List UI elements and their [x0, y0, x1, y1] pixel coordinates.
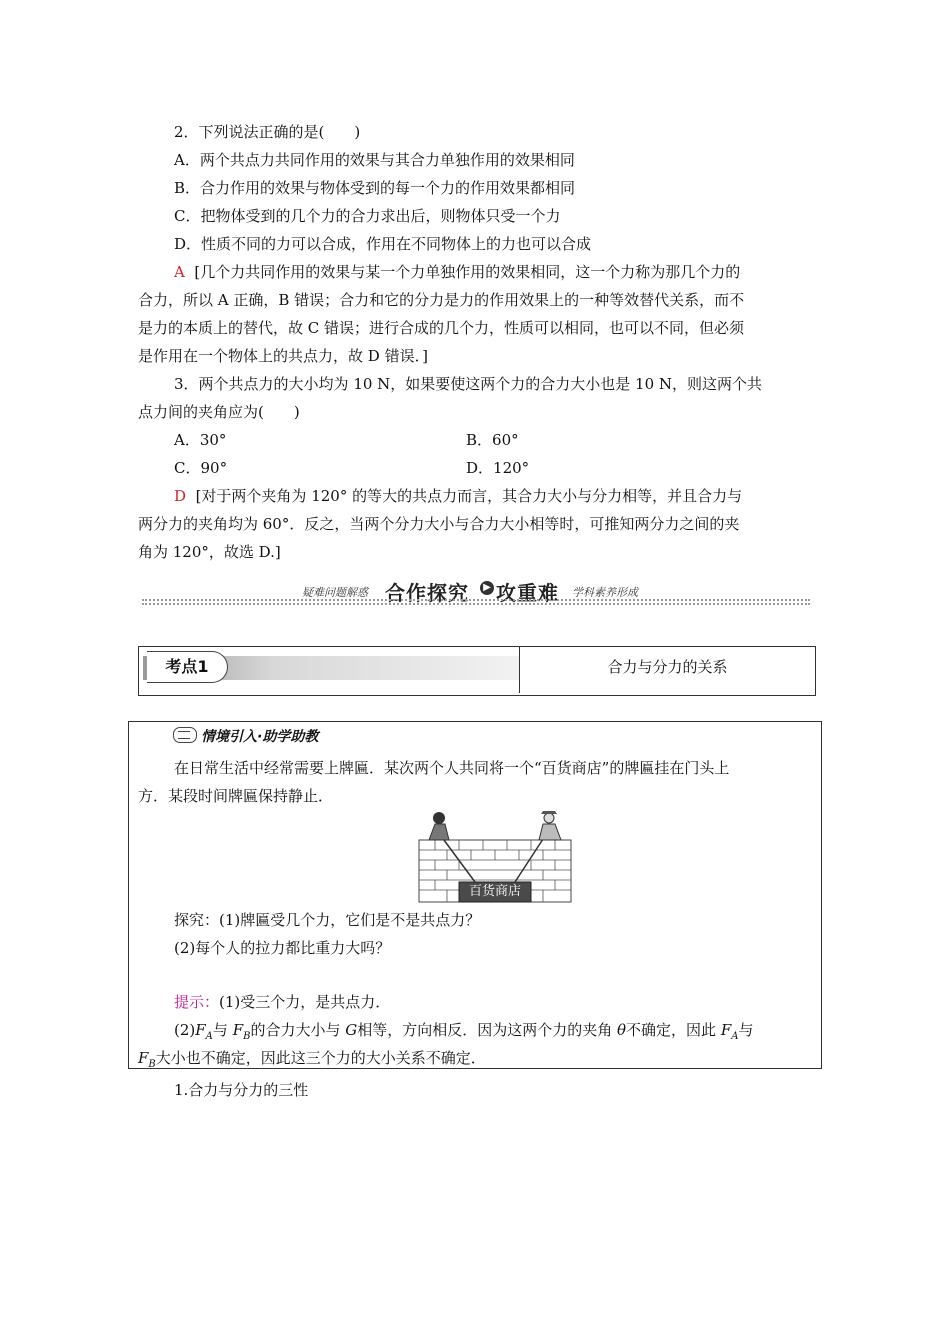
explore-line-2: (2)每个人的拉力都比重力大吗？: [174, 939, 391, 957]
q2-option-c: C．把物体受到的几个力的合力求出后，则物体只受一个力: [174, 207, 561, 225]
explore-line-1: 探究：(1)牌匾受几个力，它们是不是共点力？: [174, 911, 481, 929]
banner-rule-2: [142, 603, 810, 605]
hint-line-2: [174, 1020, 754, 1047]
scene-box: [128, 721, 822, 1069]
q3-option-d: D．120°: [466, 459, 530, 477]
q3-explanation-line-1: [174, 486, 742, 506]
kaodian-box: [138, 646, 816, 696]
q2-option-a: A．两个共点力共同作用的效果与其合力单独作用的效果相同: [174, 151, 575, 169]
force-fa-subscript: A: [731, 1031, 739, 1042]
q2-explanation-line-3: 是力的本质上的替代，故 C 错误；进行合成的几个力，性质可以相同，也可以不同，但必须: [138, 319, 745, 337]
q2-option-d: D．性质不同的力可以合成，作用在不同物体上的力也可以合成: [174, 235, 592, 253]
q3-answer-letter: D: [174, 487, 187, 505]
q3-explanation-text: [对于两个夹角为 120° 的等大的共点力而言，其合力大小与分力相等，并且合力与: [195, 487, 743, 505]
scene-intro-line-1: 在日常生活中经常需要上牌匾．某次两个人共同将一个“百货商店”的牌匾挂在门头上: [174, 759, 730, 777]
hint-1-text: (1)受三个力，是共点力．: [219, 993, 391, 1011]
signboard-text: 百货商店: [468, 884, 521, 899]
q3-option-a: A．30°: [174, 431, 227, 449]
q3-explanation-line-2: 两分力的夹角均为 60°．反之，当两个分力大小与合力大小相等时，可推知两分力之间的夹: [138, 515, 740, 533]
hint-line-3: [138, 1048, 486, 1075]
force-fb-symbol: F: [232, 1021, 244, 1039]
scene-intro-line-2: 方．某段时间牌匾保持静止．: [138, 787, 334, 805]
q2-stem: 2．下列说法正确的是( ): [174, 123, 361, 141]
q3-option-c: C．90°: [174, 459, 228, 477]
kaodian-badge: 考点1: [147, 651, 228, 683]
q3-stem-line-1: 3．两个共点力的大小均为 10 N，如果要使这两个力的合力大小也是 10 N，则这两个共: [174, 375, 763, 393]
q2-explanation-line-1: [174, 262, 740, 282]
hint-2-part: 不确定，因此: [626, 1021, 721, 1039]
hint-3-text: 大小也不确定，因此这三个力的大小关系不确定．: [155, 1049, 486, 1067]
hint-label: 提示：: [174, 993, 220, 1011]
scene-heading-text: 情境引入·助学助教: [201, 729, 319, 745]
hint-2-part: 与: [738, 1021, 754, 1039]
section-banner: [142, 578, 810, 605]
hint-2-part: 的合力大小与: [250, 1021, 346, 1039]
signboard-illustration: [415, 810, 575, 904]
hint-2-part: 与: [212, 1021, 233, 1039]
banner-left-text: 疑难问题解惑: [302, 586, 368, 599]
q2-explanation-line-4: 是作用在一个物体上的共点力，故 D 错误．]: [138, 347, 428, 365]
force-fa-symbol: F: [720, 1021, 732, 1039]
banner-main-b: 攻重难: [496, 581, 559, 605]
angle-theta-symbol: θ: [617, 1021, 627, 1039]
banner-rule-1: [142, 599, 810, 601]
banner-right-text: 学科素养形成: [572, 586, 638, 599]
force-fb-subscript: B: [243, 1031, 251, 1042]
force-fb-subscript: B: [148, 1059, 156, 1070]
q3-explanation-line-3: 角为 120°，故选 D.]: [138, 543, 281, 561]
gravity-symbol: G: [345, 1021, 358, 1039]
banner-main-a: 合作探究: [385, 581, 469, 605]
q2-explanation-text: [几个力共同作用的效果与某一个力单独作用的效果相同，这一个力称为那几个力的: [194, 263, 741, 281]
q2-explanation-line-2: 合力，所以 A 正确，B 错误；合力和它的分力是力的作用效果上的一种等效替代关系，而不: [138, 291, 745, 309]
hint-2-part: 相等，方向相反．因为这两个力的夹角: [357, 1021, 618, 1039]
hint-line-1: [174, 992, 390, 1012]
q3-stem-line-2: 点力间的夹角应为( ): [138, 403, 300, 421]
force-fb-symbol: F: [138, 1049, 149, 1067]
force-fa-subscript: A: [205, 1031, 213, 1042]
kaodian-title: 合力与分力的关系: [607, 658, 728, 676]
pointing-hand-icon: [173, 727, 197, 743]
section-item-heading: 1.合力与分力的三性: [174, 1081, 309, 1099]
banner-arrow-icon: ▶: [480, 581, 494, 595]
q2-answer-letter: A: [174, 263, 185, 281]
q2-option-b: B．合力作用的效果与物体受到的每一个力的作用效果都相同: [174, 179, 576, 197]
q3-option-b: B．60°: [466, 431, 519, 449]
force-fa-symbol: F: [195, 1021, 206, 1039]
scene-heading: [173, 726, 318, 746]
hint-2-part: (2): [174, 1021, 196, 1039]
